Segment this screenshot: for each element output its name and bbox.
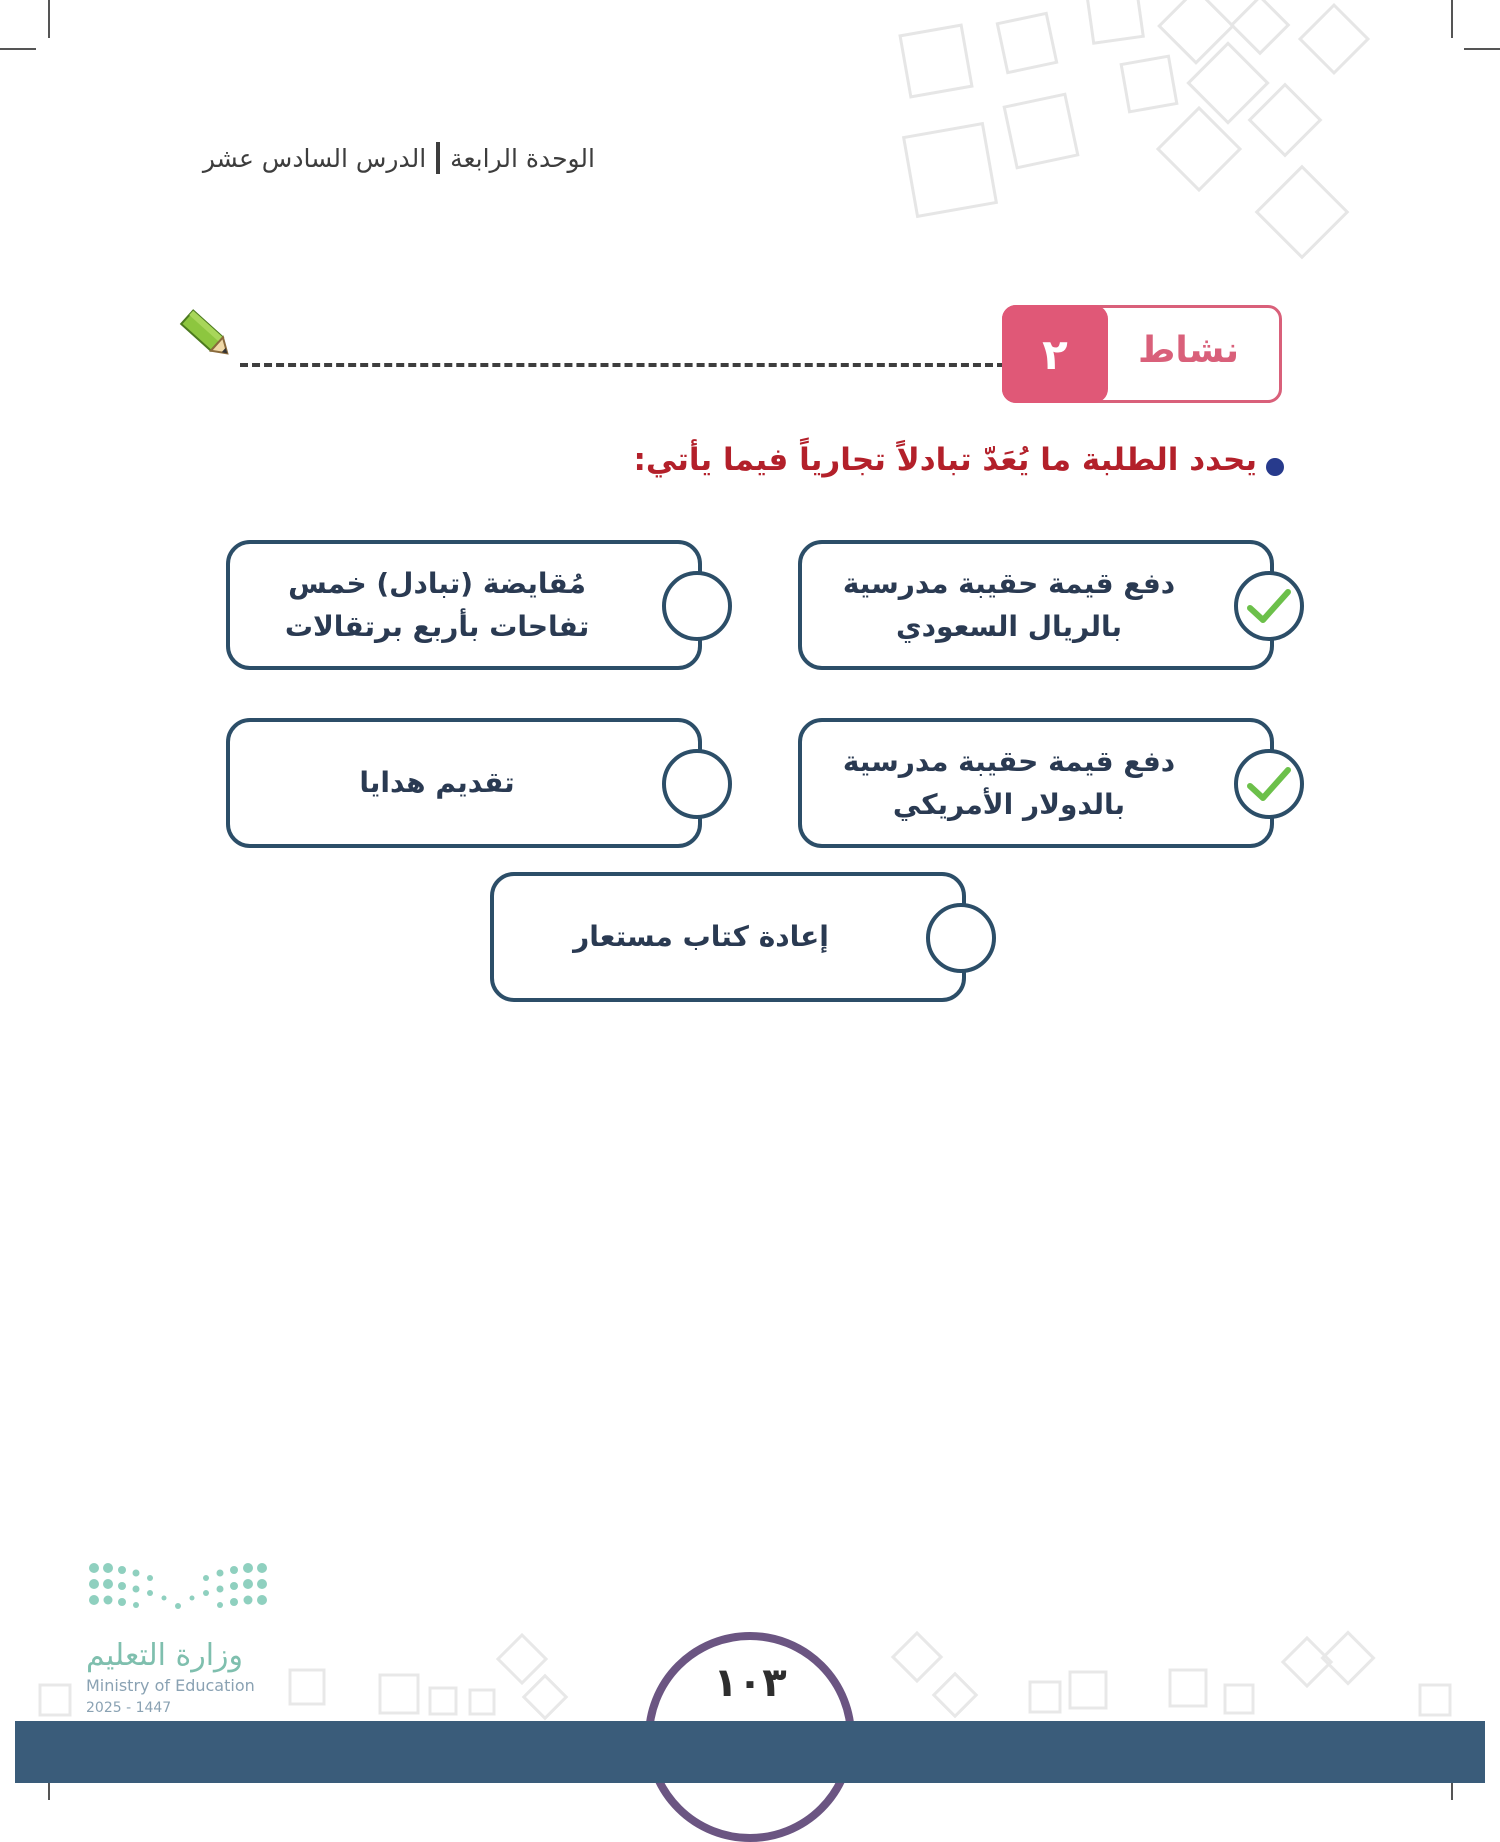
option-checkbox[interactable] — [1234, 571, 1304, 641]
option-line: إعادة كتاب مستعار — [573, 920, 829, 954]
bullet-icon — [1266, 458, 1284, 476]
option-text — [830, 722, 1188, 844]
option-text — [522, 876, 880, 998]
option-checkbox[interactable] — [1234, 749, 1304, 819]
option-line: دفع قيمة حقيبة مدرسية — [842, 744, 1176, 778]
decorative-pattern — [880, 0, 1440, 280]
option-card[interactable] — [226, 718, 702, 848]
option-card[interactable] — [226, 540, 702, 670]
crop-mark — [1464, 48, 1500, 50]
ministry-logo-icon — [86, 1560, 272, 1630]
unit-title: الوحدة الرابعة — [450, 143, 595, 173]
lesson-header — [203, 142, 595, 174]
dashed-line — [240, 363, 1005, 367]
option-line: بالريال السعودي — [895, 610, 1123, 643]
pencil-icon — [176, 306, 240, 366]
ministry-name-arabic: وزارة التعليم — [86, 1638, 244, 1673]
check-icon — [1246, 764, 1292, 804]
option-text — [258, 722, 616, 844]
option-text — [258, 544, 616, 666]
activity-label: نشاط — [1137, 330, 1239, 371]
option-text — [830, 544, 1188, 666]
check-icon — [1246, 586, 1292, 626]
header-divider — [436, 142, 440, 174]
crop-mark — [48, 0, 50, 38]
ministry-year: 2025 - 1447 — [86, 1700, 172, 1716]
crop-mark — [0, 48, 36, 50]
option-line: تقديم هدايا — [359, 766, 515, 800]
option-checkbox[interactable] — [662, 749, 732, 819]
option-checkbox[interactable] — [926, 903, 996, 973]
activity-badge — [1002, 305, 1282, 403]
footer-bar — [15, 1721, 1485, 1783]
page-number: ١٠٣ — [713, 1660, 787, 1706]
crop-mark — [1451, 0, 1453, 38]
option-line: دفع قيمة حقيبة مدرسية — [842, 566, 1176, 600]
option-line: بالدولار الأمريكي — [892, 788, 1126, 821]
lesson-title: الدرس السادس عشر — [202, 143, 427, 173]
instruction-text: يحدد الطلبة ما يُعَدّ تبادلاً تجارياً فيما يأتي: — [633, 442, 1257, 478]
ministry-name-english: Ministry of Education — [86, 1676, 255, 1695]
activity-number: ٢ — [1002, 305, 1108, 403]
option-line: تفاحات بأربع برتقالات — [284, 610, 590, 643]
option-line: مُقايضة (تبادل) خمس — [288, 566, 586, 600]
option-card[interactable] — [798, 718, 1274, 848]
option-checkbox[interactable] — [662, 571, 732, 641]
option-card[interactable] — [490, 872, 966, 1002]
option-card[interactable] — [798, 540, 1274, 670]
